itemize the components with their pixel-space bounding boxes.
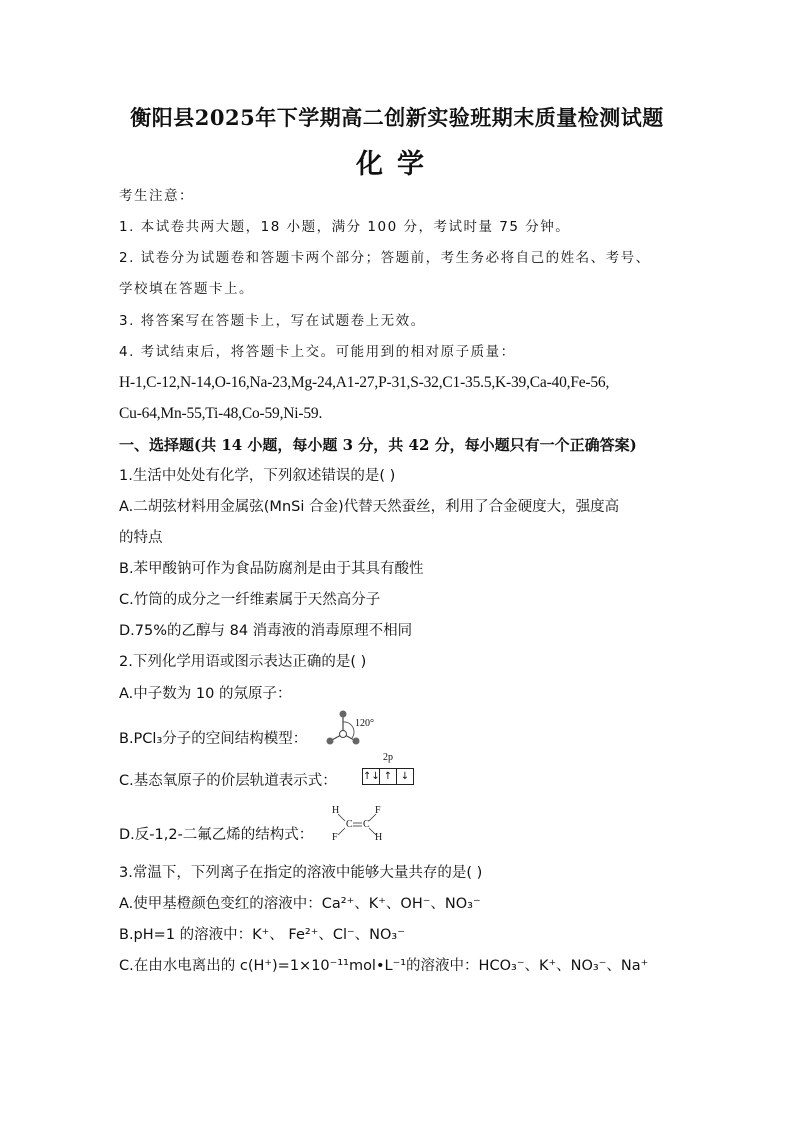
notice-heading: 考生注意： — [119, 188, 194, 204]
pcl3-angle-label: 120° — [355, 718, 374, 729]
pcl3-model-figure — [325, 710, 385, 746]
q3-option-b: B.pH=1 的溶液中：K⁺、 Fe²⁺、Cl⁻、NO₃⁻ — [119, 927, 405, 943]
q3-stem: 3.常温下，下列离子在指定的溶液中能够大量共存的是( ) — [119, 865, 483, 881]
subject-title: 化学 — [356, 149, 438, 180]
orbital-box-3: ↓ — [400, 771, 410, 782]
q1-option-a: A.二胡弦材料用金属弦(MnSi 合金)代替天然蚕丝，利用了合金硬度大，强度高 — [119, 499, 620, 515]
q1-option-a-cont: 的特点 — [119, 530, 163, 546]
atom-c2: C — [363, 819, 370, 830]
atom-h2: H — [375, 832, 383, 843]
atom-c1: C — [346, 819, 353, 830]
atomic-masses-line1: H-1,C-12,N-14,O-16,Na-23,Mg-24,A1-27,P-31,S-32,C1-35.5,K-39,Ca-40,Fe-56, — [119, 374, 610, 391]
q1-option-d: D.75%的乙醇与 84 消毒液的消毒原理不相同 — [119, 623, 413, 639]
orbital-boxes — [362, 768, 414, 785]
q2-option-c: C.基态氧原子的价层轨道表示式： — [119, 773, 337, 789]
q2-option-a: A.中子数为 10 的氖原子： — [119, 686, 292, 702]
q2-stem: 2.下列化学用语或图示表达正确的是( ) — [119, 654, 367, 670]
section-heading: 一、选择题(共 14 小题，每小题 3 分，共 42 分，每小题只有一个正确答案) — [119, 436, 637, 454]
atom-h1: H — [332, 805, 340, 816]
q2-option-b: B.PCl₃分子的空间结构模型： — [119, 731, 308, 747]
q1-option-c: C.竹筒的成分之一纤维素属于天然高分子 — [119, 592, 381, 608]
orbital-label: 2p — [383, 752, 393, 763]
notice-item-1: 1. 本试卷共两大题，18 小题，满分 100 分，考试时量 75 分钟。 — [119, 219, 571, 235]
q2-option-d: D.反-1,2-二氟乙烯的结构式： — [119, 827, 314, 843]
orbital-box-2: ↑ — [380, 769, 397, 784]
orbital-box-1: ↑↓ — [363, 771, 380, 782]
notice-item-4: 4. 考试结束后，将答题卡上交。可能用到的相对原子质量： — [119, 344, 516, 360]
notice-item-2-cont: 学校填在答题卡上。 — [119, 281, 254, 297]
notice-item-3: 3. 将答案写在答题卡上，写在试题卷上无效。 — [119, 313, 426, 329]
q1-option-b: B.苯甲酸钠可作为食品防腐剂是由于其具有酸性 — [119, 561, 424, 577]
q3-option-a: A.使甲基橙颜色变红的溶液中：Ca²⁺、K⁺、OH⁻、NO₃⁻ — [119, 896, 481, 912]
exam-title: 衡阳县2025年下学期高二创新实验班期末质量检测试题 — [130, 105, 664, 130]
atomic-masses-line2: Cu-64,Mn-55,Ti-48,Co-59,Ni-59. — [119, 405, 323, 422]
atom-f1: F — [332, 832, 338, 843]
atom-f2: F — [375, 805, 381, 816]
q1-stem: 1.生活中处处有化学，下列叙述错误的是( ) — [119, 468, 396, 484]
orbital-diagram — [362, 752, 414, 785]
q3-option-c: C.在由水电离出的 c(H⁺)=1×10⁻¹¹mol•L⁻¹的溶液中：HCO₃⁻、K⁺、NO₃⁻、Na⁺ — [119, 958, 649, 974]
difluoroethylene-structure — [328, 805, 388, 843]
notice-item-2: 2. 试卷分为试题卷和答题卡两个部分；答题前，考生务必将自己的姓名、考号、 — [119, 250, 651, 266]
